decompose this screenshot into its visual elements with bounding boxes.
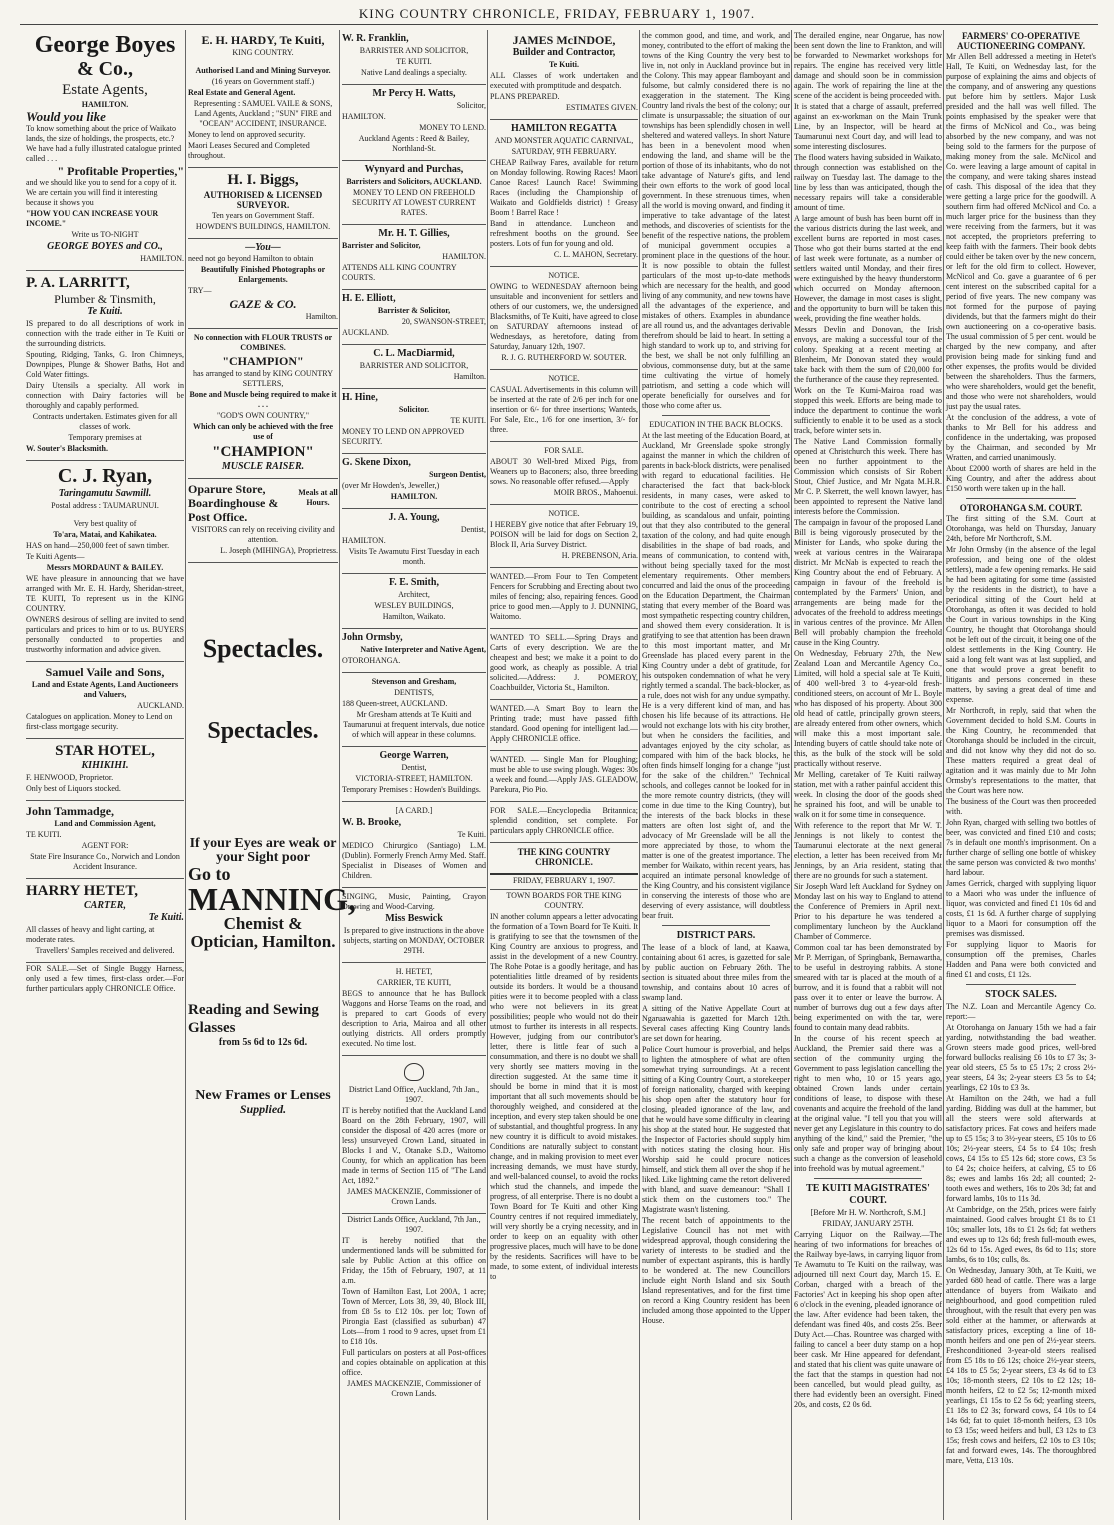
tammadge-place: TE KUITI. xyxy=(26,830,62,839)
greshams-body: Mr Gresham attends at Te Kuiti and Taumarunui at frequent intervals, due notice of which will appear in these columns. xyxy=(343,710,485,739)
ad-champion xyxy=(188,329,338,479)
star-liq: Only best of Liquors stocked. xyxy=(26,784,121,793)
par-jennings: With reference to the report that Mr W. T. Jennings is not likely to contest the Taumarunui electorate at the next general election, a letter has been received from Mr Jennings, by an Aria resident, stating that there are no grounds for such a statement. xyxy=(794,821,942,880)
elliott-name: H. E. Elliott, xyxy=(342,293,396,304)
column-divider xyxy=(339,30,340,1520)
ad-gaze xyxy=(188,239,338,329)
masthead: KING COUNTRY CHRONICLE, FRIDAY, FEBRUARY 1, 1907. xyxy=(358,6,756,21)
gaze-place: Hamilton. xyxy=(305,312,338,321)
gillies-desc: Barrister and Solicitor, xyxy=(342,241,421,250)
wanted2: WANTED TO SELL.—Spring Drays and Carts of every description. We are the cheapest and best; we make it a point to do good work, as cheaply as possible. A trial solicited.—Address: J. POMEROY, Coachbuilder, Victoria St., Hamilton. xyxy=(490,633,638,692)
manning-price: from 5s 6d to 12s 6d. xyxy=(218,1037,308,1048)
ryan-timber: To'ara, Matai, and Kahikatea. xyxy=(53,530,157,539)
ad-mcindoe xyxy=(490,30,638,120)
ad-elliott xyxy=(342,290,486,345)
ormsby-desc: Native Interpreter and Native Agent, xyxy=(360,645,486,654)
column-5 xyxy=(642,30,790,1520)
forsale-pigs xyxy=(490,442,638,505)
franklin-name: W. R. Franklin, xyxy=(342,33,409,44)
young-desc: Dentist, xyxy=(460,525,486,534)
ad-stevenson-gresham xyxy=(342,673,486,747)
ryan-agents2: Messrs MORDAUNT & BAILEY. xyxy=(46,563,164,572)
gaze-name: GAZE & CO. xyxy=(229,297,297,311)
edu-body: At the last meeting of the Education Board, at Auckland, Mr Greenslade spoke strongly against the manner in which the children of parents in back-block districts, were penalised with regard to educational facilities. He characterised the fact that back-block residents, in many cases, were asked to contribute to the cost of erecting a school building, as scandalous and unfair, pointing out that they also contributed to the general taxation of the colony, and had quite enough disabilities in the shape of bad roads, and means of communication, to contend with, without being specially taxed for the most elementary requirements. Other members concurred and laid the onus of the proceeding on the Education Department, the Chairman stating that every member of the Board was most sympathetic respecting country children, and showed them every consideration. It is gratifying to see that attention has been drawn to this most important matter, and Mr Greenslade has placed every parent in the King Country under a debt of gratitude, for his outspoken condemnation of what he very rightly termed a scandal. The back-blocker, as a rule, does not wish for any undue sympathy. He is a very different kind of man, and has chosen his life because of its attractions. He would not exchange lots with his city brother, but when he considers the facilities, and advantages enjoyed by the city scholar, as compared with him of the back blocks, he often finds himself longing for a change "just for the sake of the children." Technical schools, and colleges cannot be looked for in the more remote country districts, (they will come in due time to the King Country), but the interests of the back blocks in these matters are often lost sight of, and the advocacy of Mr Greenslade will be all the more appreciated by those, to whom the matter is one of the greatest importance. The member for Waikato, within recent years, has acquired an intimate personal knowledge of the King Country, and his consistent vigilance in conserving the interests of those who are deserving of every assistance, will doubtless bear fruit. xyxy=(642,431,790,920)
hine-money: MONEY TO LEND ON APPROVED SECURITY. xyxy=(342,427,465,446)
wanted4: WANTED. — Single Man for Ploughing; must be able to use swing plough. Wages: 30s a week and found.—Apply JAS. GLEADOW, Parekura, Pio Pio. xyxy=(490,755,638,794)
column-1 xyxy=(26,30,184,1520)
land2-body3: Full particulars on posters at all Post-offices and copies obtainable on application at this office. xyxy=(342,1348,486,1377)
ormsby-name: John Ormsby, xyxy=(342,632,403,643)
ryan-quality: Very best quality of xyxy=(73,519,137,528)
greshams-desc: DENTISTS, xyxy=(394,688,434,697)
mcindoe-name: JAMES McINDOE, xyxy=(512,33,616,47)
notice-land-board xyxy=(342,1056,486,1214)
h-hetet-body: BEGS to announce that he has Bullock Waggons and Horse Teams on the road, and is prepared to cart Goods of every description to Aria, Mairoa and all other outlying districts. All orders promptly executed. No time lost. xyxy=(342,989,486,1048)
larritt-place: Te Kuiti. xyxy=(87,306,123,317)
gillies-place: HAMILTON. xyxy=(442,252,486,261)
hine-name: H. Hine, xyxy=(342,392,378,403)
gaze-photo: Beautifully Finished Photographs or Enlargements. xyxy=(200,265,326,284)
column-6 xyxy=(794,30,942,1520)
oparure-meals: Meals at all Hours. xyxy=(298,488,338,507)
harry-hetet-body: All classes of heavy and light carting, at moderate rates. xyxy=(26,925,155,944)
boyes-write: Write us TO-NIGHT xyxy=(71,230,139,239)
brooke-place: Te Kuiti. xyxy=(457,830,486,839)
hardy-rep: Representing : SAMUEL VAILE & SONS, Land Agents, Auckland ; "SUN" FIRE and "OCEAN" ACCIDENT, INSURANCE. xyxy=(193,99,333,128)
warren-desc: Dentist, xyxy=(401,763,427,772)
ad-beswick xyxy=(342,888,486,963)
watts-place: HAMILTON. xyxy=(342,112,386,121)
column-divider xyxy=(487,30,488,1520)
ad-young xyxy=(342,509,486,574)
biggs-desc: AUTHORISED & LICENSED SURVEYOR. xyxy=(203,190,323,210)
ad-vaile xyxy=(26,662,184,739)
warren-name: George Warren, xyxy=(379,750,449,761)
ad-harry-hetet xyxy=(26,879,184,963)
harry-hetet-name: HARRY HETET, xyxy=(26,883,138,899)
brooke-card: [A CARD.] xyxy=(395,806,433,815)
mcindoe-body: ALL Classes of work undertaken and executed with promptitude and despatch. xyxy=(490,71,638,90)
champ-raiser: MUSCLE RAISER. xyxy=(221,461,305,472)
spectacles-2: Spectacles. xyxy=(207,718,319,744)
wynyard-desc: Barristers and Solicitors, AUCKLAND. xyxy=(346,177,482,186)
ad-brooke xyxy=(342,802,486,888)
stock-body4: At Cambridge, on the 25th, prices were fairly maintained. Good calves brought £1 8s to £1 10s; smaller lots, 18s to £1 2s 6d; fat wethers and ewes up to 12s 6d; fresh full-mouth ewes, 12s 6d to 15s. Aged ewes, 8s 6d to 11s; store lambs, 6s to 10s; culls, 8s. xyxy=(946,1205,1096,1264)
oto-body6: James Gerrick, charged with supplying liquor to a Maori who was under the influence of liquor, was convicted and fined £1 10s 6d and costs, £1 1s 6d. A further charge of supplying liquor to a Maori for consumption off the premises was dismissed. xyxy=(946,879,1096,938)
larritt-body: IS prepared to do all descriptions of work in connection with the trade either in Te Kuiti or the surrounding districts. xyxy=(26,319,184,348)
manning-if: If your Eyes are weak or your Sight poor xyxy=(189,836,337,865)
notice3-body: I HEREBY give notice that after February 19, POISON will be laid for dogs on Section 2, Block II, Aria Survey District. xyxy=(490,520,638,549)
par-melling: Mr Melling, caretaker of Te Kuiti railway station, met with a rather painful accident this week. In closing the door of the goods shed he sprained his foot, and will be unable to walk on it for some time in consequence. xyxy=(794,770,942,819)
ad-biggs xyxy=(188,168,338,239)
smith-name: F. E. Smith, xyxy=(389,577,439,588)
larritt-prem2: W. Souter's Blacksmith. xyxy=(26,444,108,453)
watts-money: MONEY TO LEND. xyxy=(419,123,486,132)
dixon-name: G. Skene Dixon, xyxy=(342,457,411,468)
manning-supplied: Supplied. xyxy=(239,1102,287,1116)
ad-star-hotel xyxy=(26,739,184,801)
larritt-name: P. A. LARRITT, xyxy=(26,275,130,291)
ryan-hand: HAS on hand—250,000 feet of sawn timber. xyxy=(26,541,170,550)
manning-reading: Reading and Sewing Glasses xyxy=(188,1002,319,1036)
par-ward: Sir Joseph Ward left Auckland for Sydney on Monday last on his way to England to attend the Conference of Premiers in April next. Prior to his departure he was tendered a complimentary luncheon by the Auckland Chamber of Commerce. xyxy=(794,882,942,941)
farmers-body: Mr Allen Bell addressed a meeting in Hetet's Hall, Te Kuiti, on Wednesday last, for the purpose of explaining the aims and objects of the company, and of answering any questions put before him by settlers. Major Lusk presided and the hall was well filled. The points emphasised by the speaker were that the firms of McNicol and Co., was being absorbed by the new company, and was not being sold to the farmers for the purpose of making money from the sale. McNicol and Co. were leaving a large amount of capital in the company, and were taking shares instead of cash. This disposal of the idea that they were getting a large price for the goodwill. A southern firm had offered McNicol and Co. a much larger price for the business than they were receiving from the farmers, but it was not accepted, the proprietors preferring to keep faith with the farmers. Their book debts could either be taken over by the new concern, or left for the old firm to collect. However, McNicol and Co. gave a guarantee of 6 per cent interest on the subscribed capital for a period of five years. The new company was not formed for the purpose of paying dividends, but that the farmers might do their own auctioneering on a co-operative basis. The usual commission of 5 per cent. would be charged by the new company, and after provision being made for sinking fund and other expenses, the profits would be divided between the shareholders. Thus the farmers, who were shareholders, would get the benefit, and those who were not shareholders, would just pay the usual rates. xyxy=(946,52,1096,411)
boyes-quote2: "HOW YOU CAN INCREASE YOUR INCOME." xyxy=(26,209,159,228)
oto-title: OTOROHANGA S.M. COURT. xyxy=(959,503,1083,513)
franklin-spec: Native Land dealings a specialty. xyxy=(361,68,467,77)
boyes-body2: and we should like you to send for a copy of it. We are certain you will find it interesting because it shows you xyxy=(26,178,177,207)
larritt-body3: Dairy Utensils a specialty. All work in connection with Dairy factories will be thoroughly and capably performed. xyxy=(26,381,184,410)
boyes-sig-place: HAMILTON. xyxy=(140,254,184,263)
regatta-date: SATURDAY, 9TH FEBRUARY. xyxy=(511,147,617,156)
court-body: Carrying Liquor on the Railway.—The hearing of two informations for breaches of the Railway bye-laws, in carrying liquor from Te Awamutu to Te Kuiti on the railway, was adjourned till next Court day, March 15. E. Corban, charged with a breach of the Factories' Act in keeping his shop open after 6 o'clock in the evening, pleaded ignorance of the law. After evidence had been taken, the defendant was fined 40s, and costs 25s. Beer Duty Act.—Chas. Rountree was charged with failing to cancel a beer duty stamp on a hop beer cask. Mr Hine appeared for defendant, and stated that his client was quite unaware of the fact that the stamps in question had not been cancelled, but would plead guilty, as there had evidently been an oversight. Fined 20s, and costs, £2 0s 6d. xyxy=(794,1230,942,1409)
mcindoe-plans: PLANS PREPARED. xyxy=(490,92,560,101)
ad-dixon xyxy=(342,454,486,509)
hardy-real: Real Estate and General Agent. xyxy=(188,88,296,97)
watts-desc: Solicitor, xyxy=(456,101,486,110)
wanted3: WANTED.—A Smart Boy to learn the Printing trade; must have passed fifth standard. Good opening for intelligent lad.—Apply CHRONICLE office. xyxy=(490,704,638,743)
hardy-name: E. H. HARDY, Te Kuiti, xyxy=(201,33,325,47)
wanted-boy xyxy=(490,700,638,751)
notice-blacksmiths xyxy=(490,267,638,370)
ad-ryan xyxy=(26,461,184,662)
smith-place: Hamilton, Waikato. xyxy=(382,612,446,621)
column-divider xyxy=(791,30,792,1520)
ad-smith xyxy=(342,574,486,629)
regatta-body2: Band in attendance. Luncheon and refreshment booths on the ground. See posters. Lots of fun for young and old. xyxy=(490,219,638,248)
par-flood: The flood waters having subsided in Waikato, through connection was established on the railway on Tuesday last. The damage to the line by less than was anticipated, though the necessary repairs will take a considerable amount of time. xyxy=(794,153,942,212)
star-name: STAR HOTEL, xyxy=(55,743,155,759)
vaile-place: AUCKLAND. xyxy=(137,701,184,710)
macd-place: Hamilton. xyxy=(453,372,486,381)
notice3-title: NOTICE. xyxy=(548,509,580,518)
ad-hardy xyxy=(188,30,338,168)
elliott-desc: Barrister & Solicitor, xyxy=(377,306,451,315)
beswick-name: Miss Beswick xyxy=(385,913,443,924)
warren-addr: VICTORIA-STREET, HAMILTON. xyxy=(355,774,473,783)
column-divider xyxy=(943,30,944,1520)
macd-name: C. L. MacDiarmid, xyxy=(373,348,455,359)
par-premier: In the course of his recent speech at Auckland, the Premier said there was a section of the community urging the Government to pass legislation cancelling the right to men who, 10 or 15 years ago, obtained Crown lands under certain conditions of lease, to dispose with these covenants and acquire the freehold of the land at the original value. "I tell you that you will never get any Legislature in this country to do anything of the kind," said the Premier, "the only safe and proper way of bringing about such a change as the conversion of leasehold into freehold was by mutual agreement." xyxy=(794,1034,942,1173)
column-4 xyxy=(490,30,638,1520)
wanted-ploughman xyxy=(490,751,638,802)
boyes-name: George Boyes xyxy=(34,32,176,58)
beswick-body: Is prepared to give instructions in the above subjects, starting on MONDAY, OCTOBER 29TH. xyxy=(343,926,485,955)
land1-body: IT is hereby notified that the Auckland Land Board on the 28th February, 1907, will consider the disposal of 420 acres (more or less) unsurveyed Crown Land, situated in Blocks I and V., Otanake S.D., Waitomo County, for which an application has been made in terms of Section 115 of "The Land Act, 1892." xyxy=(342,1106,486,1185)
district-body: The lease of a block of land, at Kaawa, containing about 61 acres, is gazetted for sale by public auction on February 26th. The section is situated about three miles from the township, and contains about 10 acres of swamp land. xyxy=(642,943,790,1002)
farmers-title: FARMERS' CO-OPERATIVE AUCTIONEERING COMPANY. xyxy=(956,31,1085,51)
greshams-addr: 188 Queen-street, AUCKLAND. xyxy=(342,699,448,708)
editorial-continued: the common good, and time, and work, and money, contributed to the effort of making the towns of the King Country the very best to live in, not only in Auckland province but in the Colony. This may appear flamboyant and fulsome, but calmly considered there is no exaggeration in the statement. The King Country land rivals the best of the colony; our climate is unsurpassable; the situation of our townships has been splendidly chosen in well sheltered and watered valleys. In short Nature has been in a benevolent mood when endowing the land, and shame will be the portion of those of its inhabitants, who do not take advantage of Nature's gifts, and lend their own efforts to the work of good local government. In these strenuous times, when all the world is moving onward, and finding it imperative to take advantage of the latest methods, and discoveries of scientists for the benefit of the respective nations, the problem of municipal government occupies a prominent place in the questions of the hour. It is now possible to obtain the fullest particulars of the most up-to-date methods which are necessary for the health, and good living of any community, and new towns have all the advantages of the experience, and mistakes of others. Examples in abundance are all round us, and the advantages derivable therefrom should be laid to heart. In setting a high standard to work up to, and striving for the best, we shall be not only fulfilling an obvious, commonsense duty, but at the same time cultivating the virtue of homely patriotism, and setting a code which will operate beneficially for ourselves and for those who come after us. xyxy=(642,31,790,410)
masthead-rule xyxy=(20,24,1098,25)
ad-larritt xyxy=(26,271,184,461)
oto-body3: Mr Northcroft, in reply, said that when the Government decided to hold S.M. Courts in the King Country, he recommended that Otorohanga should be included in the circuit, and did not know why they did not do so. These matters required a great deal of agitation and it was mainly due to Mr John Ormsby's representations to the matter, that the Court was here now. xyxy=(946,706,1096,795)
h-hetet-desc: CARRIER, TE KUITI, xyxy=(376,978,452,987)
notice-land-sale xyxy=(342,1215,486,1399)
district-title: DISTRICT PARS. xyxy=(676,930,756,941)
notice1-body: OWING to WEDNESDAY afternoon being unsuitable and inconvenient for settlers and others of our customers, we, the undersigned Blacksmiths, of Te Kuiti, have agreed to close on SATURDAY afternoons instead of Wednesdays, as heretofore, dating from Saturday, January 12th, 1907. xyxy=(490,282,638,351)
land1-sig: JAMES MACKENZIE, Commissioner of Crown Lands. xyxy=(347,1187,481,1206)
harry-hetet-body2: Travellers' Samples received and delivered. xyxy=(35,946,175,955)
court-date: FRIDAY, JANUARY 25TH. xyxy=(822,1219,914,1228)
column-divider xyxy=(185,30,186,1520)
gaze-body: need not go beyond Hamilton to obtain xyxy=(188,254,314,263)
hine-desc: Solicitor. xyxy=(398,405,430,414)
land2-body: IT is hereby notified that the undermentioned lands will be submitted for sale by Public Action at this office on Friday, the 15th of February, 1907, at 11 a.m. xyxy=(342,1236,486,1285)
par-commission: The Native Land Commission formally opened at Christchurch this week. There has been no further appointment to the Commission which consists of Sir Robert Stout, Chief Justice, and Mr Ngata M.H.R. Mr C. P. Skerrett, the well known lawyer, has been appointed to represent the Native land interests before the Commission. xyxy=(794,437,942,516)
dixon-place: HAMILTON. xyxy=(390,492,438,501)
paper-nameplate xyxy=(490,843,638,875)
young-place: HAMILTON. xyxy=(342,536,386,545)
column-2 xyxy=(188,30,356,1520)
manning-goto: Go to xyxy=(188,864,231,884)
smith-addr: WESLEY BUILDINGS, xyxy=(374,601,454,610)
champ-gods: "GOD'S OWN COUNTRY," xyxy=(216,411,310,420)
stock-body5: On Wednesday, January 30th, at Te Kuiti, we yarded 680 head of cattle. There was a large attendance of buyers from Waikato and neighbourhood, and good competition ruled throughout, with the result that every pen was sold either at the hammer, or afterwards at satisfactory prices, excepting a line of 18-month heifers and one pen of 2½-year steers. Freshconditioned 3-year-old steers realised from £5 18s to £6 12s; choice 2½-year steers, £4 18s to £5 5s; 2-year steers, £3 4s 6d to £3 10s; 18-month steers, £2 10s to £2 12s; 18-month heifers, £2 to £2 5s; 12-month mixed yearlings, £1 15s to £2 5s 6d; yearling steers, £1 18s to £2 3s; forward cows, £4 10s to £4 14s 6d; fat to quiet 18-month heifers, £3 10s to £3 15s; weed heifers and bull, £3 12s to £3 15s; fresh cows and heifers, £2 10s to £3 10s; fat and forward ewes, 14s. The thoroughbred mare, Vetta, £13 10s. xyxy=(946,1266,1096,1465)
boyes-sig: GEORGE BOYES and CO., xyxy=(47,241,163,252)
ad-franklin xyxy=(342,30,486,85)
land2-body2: Town of Hamilton East, Lot 200A, 1 acre; Town of Mercer, Lots 38, 39, 40, Block III, from £8 5s to £12 10s. per lot; Town of Pirongia East (classified as suburban) 47 Lots—from 1 rood to 9 acres, upset from £1 to £18 10s. xyxy=(342,1287,486,1346)
court-title: TE KUITI MAGISTRATES' COURT. xyxy=(806,1183,930,1206)
tammadge-ins: State Fire Insurance Co., Norwich and London Accident Insurance. xyxy=(30,852,180,871)
notice-poison xyxy=(490,505,638,568)
mcindoe-place: Te Kuiti. xyxy=(549,60,579,69)
district-body2: A sitting of the Native Appellate Court at Ngaruawahia is gazetted for March 12th. Several cases affecting King Country lands are set down for hearing. xyxy=(642,1004,790,1043)
dixon-desc: Surgeon Dentist, xyxy=(429,470,486,479)
brooke-name: W. B. Brooke, xyxy=(342,817,402,828)
larritt-body2: Spouting, Ridging, Tanks, G. Iron Chimneys, Downpipes, Plunge & Shower Baths, Hot and Cold Water fittings. xyxy=(26,350,184,379)
land2-head: District Lands Office, Auckland, 7th Jan., 1907. xyxy=(347,1215,481,1234)
mcindoe-est: ESTIMATES GIVEN. xyxy=(566,103,638,112)
stock-body: The N.Z. Loan and Mercantile Agency Co. report:— xyxy=(946,1002,1096,1021)
wanted-fencers xyxy=(490,568,638,629)
sale-sig: MOIR BROS., Mahoenui. xyxy=(553,488,638,497)
harry-hetet-place: Te Kuiti. xyxy=(148,912,184,923)
biggs-name: H. I. Biggs, xyxy=(227,172,299,188)
oparure-visit: VISITORS can rely on receiving civility and attention. xyxy=(191,525,335,544)
par-envoys: Messrs Devlin and Donovan, the Irish envoys, are making a successful tour of the colony. Speaking at a recent meeting at Blenheim, Mr Donovan stated they would take back with them the sum of £20,000 for the furtherance of the cause they represented. xyxy=(794,325,942,384)
sale-body: ABOUT 30 Well-bred Mixed Pigs, from Weaners up to Baconers; also, three breeding sows. No reasonable offer refused.—Apply xyxy=(490,457,638,486)
star-place: KIHIKIHI. xyxy=(81,760,129,771)
column-divider xyxy=(639,30,640,1520)
forsale-encyclopedia xyxy=(490,802,638,843)
district-body4: The recent batch of appointments to the Legislative Council has not met with widespread approval, though considering the variety of interests to be studied and the number of expectant aspirants, this is hardly to be wondered at. The new Councillors include eight North Island and six South Island representatives, and for the first time on record a King Country resident has been included among those appointed to the Upper House. xyxy=(642,1216,790,1325)
ormsby-place: OTOROHANGA. xyxy=(342,656,401,665)
ad-george-boyes xyxy=(26,30,184,271)
notice1-sig: R. J. G. RUTHERFORD W. SOUTER. xyxy=(501,353,627,362)
paper-title: THE KING COUNTRY CHRONICLE. xyxy=(517,847,611,867)
boyes-body: To know something about the price of Waikato lands, the size of holdings, the prospects, etc.? We have had a fully illustrated catalogue printed called . . . xyxy=(26,124,182,163)
farmers-body3: About £2000 worth of shares are held in the King Country, and after the address about £150 worth were taken up in the hall. xyxy=(946,464,1096,493)
macd-desc: BARRISTER AND SOLICITOR, xyxy=(359,361,469,370)
ryan-agents: Te Kuiti Agents— xyxy=(26,552,85,561)
par-bush: A large amount of bush has been burnt off in the various districts during the last week, and excellent burns are reported in most cases. Those who got their burns started at the end of last week were fortunate, as a number of settlers waited until Monday, and their fires were extinguished by the heavy thunderstorm which occurred on Monday afternoon. However, the damage in most cases is slight, and the opportunity to burn will be taken this week, providing the fine weather holds. xyxy=(794,214,942,323)
regatta-sub: AND MONSTER AQUATIC CARNIVAL, xyxy=(494,136,634,145)
larritt-prem: Temporary premises at xyxy=(68,433,142,442)
ad-regatta xyxy=(490,120,638,267)
oparure-name: Oparure Store, Boardinghouse & Post Office. xyxy=(188,482,279,524)
land1-head: District Land Office, Auckland, 7th Jan., 1907. xyxy=(348,1085,480,1104)
oto-body2: Mr John Ormsby (in the absence of the legal profession, and being one of the oldest settlers), made a few opening remarks. He said he had been agitating for some time (assisted by the residents in the district), to have a periodical sitting of the Court held at Otorohanga, as often it was decided to hold the Court in various townships in the King Country, he thought that Otorohanga should not be left out of the circuit, it being one of the oldest settlements in the King Country. He said a long felt want was at last supplied, and one that would prove a great benefit to litigants and persons concerned in these matters, by saving a great deal of time and expense. xyxy=(946,545,1096,704)
notice-casual xyxy=(490,370,638,442)
town-body: IN another column appears a letter advocating the formation of a Town Board for Te Kuiti. It is gratifying to see that the townsmen of the King Country are anxious to progress, and assist in the development of a new Country. The Rohe Potae is a goodly heritage, and has potentialities little dreamed of by residents outside its borders. It would be a thousand pities were it to become peopled with a class who were not believers in its great possibilities; people who would not do their utmost to further its interests in all respects. However, judging from our contributor's letter, there is little fear of such a consummation, and there is no doubt we shall very shortly see matters moving in the direction suggested. At the same time it should be borne in mind that it is most important that all such movements should be thoroughly weighed, and considered at the inception, and every step taken should be one of substantial, and thoughtful progress. In any new country it is difficult to avoid mistakes. Conditions are naturally subject to constant change, and in making provision to meet ever increasing demands, we must have sturdy, and well-balanced counsel, to avoid the rocks which stud the channels, and impede the progress, of all enterprise. There is no doubt a Town Board for Te Kuiti and other King Country centres if not required immediately, will very shortly be a crying necessity, and in order to keep on an equality with other progressive places, much will have to be done by the residents. Sacrifices will have to be made, to some extent, of individual interests to xyxy=(490,912,638,1281)
hine-place: TE KUITI. xyxy=(450,416,486,425)
ad-hine xyxy=(342,389,486,454)
hardy-money: Money to lend on approved security. xyxy=(188,130,306,139)
vaile-name: Samuel Vaile and Sons, xyxy=(45,665,165,679)
stock-body3: At Hamilton on the 24th, we had a full yarding. Bidding was dull at the hammer, but all the steers were sold afterwards at satisfactory prices. Fat cows and heifers made up to £5 15s; 3 to 3½-year steers, £5 10s to £6 10s; 2½-year steers, £4 5s to £4 10s; fresh cows, £4 15s to £5 12s 6d; store cows, £3 5s to £4 2s; choice heifers, at calving, £5 to £6 8s; ewes and lambs 16s 2d; all counted; 2-tooth ewes and wethers, 16s to 20s 3d; fat and forward lambs, 10s to 11s 3d. xyxy=(946,1094,1096,1203)
wanted-sell-drays xyxy=(490,629,638,700)
franklin-desc: BARRISTER AND SOLICITOR, xyxy=(359,46,469,55)
oparure-prop: L. Joseph (MIHINGA), Proprietress. xyxy=(220,546,338,555)
manning-desc: Chemist & Optician, Hamilton. xyxy=(190,914,336,951)
land2-sig: JAMES MACKENZIE, Commissioner of Crown Lands. xyxy=(347,1379,481,1398)
tammadge-name: John Tammadge, xyxy=(26,804,115,818)
par-road: Work on the Te Kumi-Mairoa road was stopped this week. Efforts are being made to induce the department to continue the work sufficiently to enable it to be used as a stock track, before winter sets in. xyxy=(794,386,942,435)
gaze-you: —You— xyxy=(245,242,281,253)
tammadge-desc: Land and Commission Agent, xyxy=(54,819,156,828)
notice2-title: NOTICE. xyxy=(548,374,580,383)
oto-body4: The business of the Court was then proceeded with. xyxy=(946,797,1096,816)
mcindoe-desc: Builder and Contractor, xyxy=(512,47,616,58)
forsale2: FOR SALE.—Encyclopedia Britannica; splendid condition, set complete. For particulars apply CHRONICLE office. xyxy=(490,806,638,835)
vaile-body: Catalogues on application. Money to Lend on first-class mortgage security. xyxy=(26,712,173,731)
oto-body5: John Ryan, charged with selling two bottles of beer, was convicted and fined £10 and costs; 7s in default one month's imprisonment. On a further charge of selling one bottle of whiskey the same person was convicted & two months' hard labour. xyxy=(946,818,1096,877)
boyes-like: Would you like xyxy=(26,109,106,124)
ad-watts xyxy=(342,85,486,161)
star-prop: F. HENWOOD, Proprietor. xyxy=(26,773,114,782)
brooke-body: MEDICO Chirurgico (Santiago) L.M. (Dublin). Formerly French Army Med. Staff. Specialist in Diseases of Women and Children. xyxy=(342,841,486,880)
ryan-mill: Taringamutu Sawmill. xyxy=(58,488,152,499)
greshams-name: Stevenson and Gresham, xyxy=(371,677,457,686)
edu-title: EDUCATION IN THE BACK BLOCKS. xyxy=(649,420,783,429)
h-hetet-name: H. HETET, xyxy=(395,967,433,976)
young-name: J. A. Young, xyxy=(388,512,440,523)
oto-body7: For supplying liquor to Maoris for consumption off the premises, Charles Hadden and Pana were both convicted and fined £1 and costs, £1 12s. xyxy=(946,940,1096,979)
champ-body: has arranged to stand by KING COUNTRY SETTLERS, xyxy=(193,369,333,388)
champ-achieve: Which can only be achieved with the free use of xyxy=(192,422,334,441)
ryan-addr: Postal address : TAUMARUNUI. xyxy=(51,501,159,510)
wanted1: WANTED.—From Four to Ten Competent Fencers for Scrubbing and Erecting about two miles of fencing; also, repairing fences. Good price to good men.—Apply to J. DUNNING, Waitomo. xyxy=(490,572,638,621)
regatta-title: HAMILTON REGATTA xyxy=(510,123,618,134)
sale-title: FOR SALE. xyxy=(544,446,584,455)
notice1-title: NOTICE. xyxy=(548,271,580,280)
boyes-place: HAMILTON. xyxy=(81,100,129,109)
elliott-addr: 20, SWANSON-STREET, xyxy=(401,317,486,326)
ad-macdiarmid xyxy=(342,345,486,389)
ad-oparure xyxy=(188,479,338,563)
dixon-addr: (over Mr Howden's, Jeweller,) xyxy=(342,481,440,490)
gillies-name: Mr. H. T. Gillies, xyxy=(378,228,450,239)
column-3 xyxy=(342,30,486,1520)
champ-title: "CHAMPION" xyxy=(222,354,304,368)
harry-hetet-trade: CARTER, xyxy=(84,900,126,911)
hardy-maori: Maori Leases Secured and Completed throughout. xyxy=(188,141,310,160)
singing: SINGING, Music, Painting, Crayon Drawing and Wood-Carving. xyxy=(342,892,486,911)
franklin-place: TE KUITI. xyxy=(396,57,432,66)
ad-tammadge xyxy=(26,801,184,879)
gaze-try: TRY— xyxy=(188,286,212,295)
regatta-body: CHEAP Railway Fares, available for return on Monday following. Rowing Races! Maori Canoe Races! Launch Race! Swimming Races (including the Championship of Waikato and Goldfields district) ! Greasy Boom ! Barrel Race ! xyxy=(490,158,638,217)
ad-gillies xyxy=(342,225,486,290)
champ-bone: Bone and Muscle being required to make it . . . xyxy=(189,390,337,409)
par-coal-tar: Common coal tar has been demonstrated by Mr P. Merrigan, of Springbank, Bernawartha, to be useful in destroying rabbits. A stone smeared with tar is placed at the mouth of a burrow, and it is found that a rabbit will not pass over it to enter or leave the burrow. A number of burrows dug out a few days after being experimented on with the tar, were found to contain many dead rabbits. xyxy=(794,943,942,1032)
royal-crest-icon xyxy=(404,1063,424,1081)
watts-agents: Auckland Agents : Reed & Bailey, Northland-St. xyxy=(358,134,470,153)
elliott-place: AUCKLAND. xyxy=(342,328,389,337)
court-before: [Before Mr H. W. Northcroft, S.M.] xyxy=(810,1208,926,1217)
district-body3: Police Court humour is proverbial, and helps to lighten the atmosphere of what are often somewhat trying surroundings. At a recent sitting of a King Country Court, a storekeeper of foreign nationality, charged with keeping his shop open after the statutory hour for closing, pleaded ignorance of the law, and that he would have some difficulty in clearing his shop at the stated hour. He suggested that the Inspector of Factories should supply him with notices stating the closing hour. His Worship said he could procure notices himself, and stick them all over the shop if he liked. Like lightning came the retort delivered with bland, and suave demeanour: "Shall I stick them on the customers too." The Magistrate wasn't listening. xyxy=(642,1045,790,1214)
oto-body: The first sitting of the S.M. Court at Otorohanga, was held on Thursday, January 24th, before Mr Northcroft, S.M. xyxy=(946,514,1096,543)
paper-date: FRIDAY, FEBRUARY 1, 1907. xyxy=(490,876,638,890)
manning-frames: New Frames or Lenses xyxy=(195,1088,331,1103)
ryan-owners: OWNERS desirous of selling are invited to send particulars and prices to him or to us. BUYERS personally conducted to properties and trustworthy information and advice given. xyxy=(26,615,184,654)
biggs-addr: HOWDEN'S BUILDINGS, HAMILTON. xyxy=(195,222,331,231)
par-land-bill: The campaign in favour of the proposed Land Bill is being vigorously prosecuted by the Minister for Lands, who spoke during the week at various centres in the Wairarapa district. Mr McNab is expected to reach the King Country about the end of February. A campaign in favour of the freehold is contemplated by the Farmers' Union, and arrangements are being made for the advocates of the freehold to address meetings in various centres of the province. Mr Allen Bell will probably champion the freehold cause in the King Country. xyxy=(794,518,942,647)
wynyard-money: MONEY TO LEND ON FREEHOLD SECURITY AT LOWEST CURRENT RATES. xyxy=(352,188,476,217)
ad-warren xyxy=(342,747,486,802)
boyes-co: & Co., xyxy=(76,58,134,80)
larritt-body4: Contracts undertaken. Estimates given for all classes of work. xyxy=(32,412,178,431)
tammadge-agent: AGENT FOR: xyxy=(81,841,129,850)
spectacles-1: Spectacles. xyxy=(202,634,324,663)
hardy-years: (16 years on Government staff.) xyxy=(211,77,315,86)
boyes-quote1: " Profitable Properties," xyxy=(57,164,184,178)
ryan-pleasure: WE have pleasure in announcing that we have arranged with Mr. E. H. Hardy, Sheridan-street, TE KUITI, To represent us in the KING COUNTRY. xyxy=(26,574,184,613)
town-title: TOWN BOARDS FOR THE KING COUNTRY. xyxy=(506,891,622,910)
stock-title: STOCK SALES. xyxy=(985,989,1057,1000)
gillies-attend: ATTENDS ALL KING COUNTRY COURTS. xyxy=(342,263,457,282)
hardy-place: KING COUNTRY. xyxy=(232,48,294,57)
notice3-sig: H. PREBENSON, Aria. xyxy=(561,551,638,560)
smith-desc: Architect, xyxy=(398,590,430,599)
par-sale: On Wednesday, February 27th, the New Zealand Loan and Mercantile Agency Co., Limited, will hold a special sale at Te Kuiti, of 400 well-bred 3 to 4-year-old fresh-conditioned steers, on account of Mr L. Boyle who has disposed of his property. About 300 old head of cattle, principally grown steers, are already entered from other owners, which will make this a most important sale. Intending buyers of cattle should take note of this, as the bulk of the stock will be sold practically without reserve. xyxy=(794,649,942,768)
regatta-sig: C. L. MAHON, Secretary. xyxy=(553,250,638,259)
boyes-agents: Estate Agents, xyxy=(62,82,148,98)
par-engine: The derailed engine, near Ongarue, has now been sent down the line to Frankton, and will be forwarded to Newmarket workshops for repairs. The engine has received very little damage and should soon be in commission again. The work of repairing the line at the scene of the accident is being proceeded with. xyxy=(794,31,942,100)
watts-name: Mr Percy H. Watts, xyxy=(372,88,456,99)
par-assault: It is stated that a charge of assault, preferred against an ex-workman on the Main Trunk Line, by an Inspector, will be heard at Taumarunui next Court day, and will lead to some interesting disclosures. xyxy=(794,102,942,151)
hardy-auth: Authorised Land and Mining Surveyor. xyxy=(195,66,331,75)
ad-h-hetet xyxy=(342,963,486,1056)
biggs-years: Ten years on Government Staff. xyxy=(211,211,315,220)
stock-body2: At Otorohanga on January 15th we had a fair yarding, notwithstanding the bad weather. Grown steers made good prices, well-bred forward bullocks realising £6 10s to £7 3s; 3-year old steers, £5 5s to £5 17s; 2 cross 2½-year steers, £4 3s; 2-year steers £3 5s to £4; yearlings, £2 10s to £3 3s. xyxy=(946,1023,1096,1092)
warren-temp: Temporary Premises : Howden's Buildings. xyxy=(342,785,481,794)
wynyard-name: Wynyard and Purchas, xyxy=(364,164,464,175)
vaile-desc: Land and Estate Agents, Land Auctioneers and Valuers, xyxy=(31,680,179,699)
larritt-trade: Plumber & Tinsmith, xyxy=(54,292,156,306)
column-7 xyxy=(946,30,1096,1520)
ad-wynyard xyxy=(342,161,486,225)
farmers-body2: At the conclusion of the address, a vote of thanks to Mr Bell for his address and confidence in the undertaking, was proposed by the Chairman, and seconded by Mr Wratten, and carried unanimously. xyxy=(946,413,1096,462)
ad-ormsby xyxy=(342,629,486,673)
manning-name: MANNING, xyxy=(188,881,356,917)
forsale-harness: FOR SALE.—Set of Single Buggy Harness, only used a few times, first-class order.—For further particulars apply CHRONICLE Office. xyxy=(26,964,184,993)
ryan-name: C. J. Ryan, xyxy=(57,465,153,487)
notice2-body: CASUAL Advertisements in this column will be inserted at the rate of 2/6 per inch for one insertion or 6/- for three insertions; Wanteds, For Sale, Etc., 1/6 for one insertion, 3/- for three. xyxy=(490,385,638,434)
young-visit: Visits Te Awamutu First Tuesday in each month. xyxy=(348,547,480,566)
champ-conn: No connection with FLOUR TRUSTS or COMBINES. xyxy=(193,333,333,352)
champ-title2: "CHAMPION" xyxy=(212,444,314,460)
